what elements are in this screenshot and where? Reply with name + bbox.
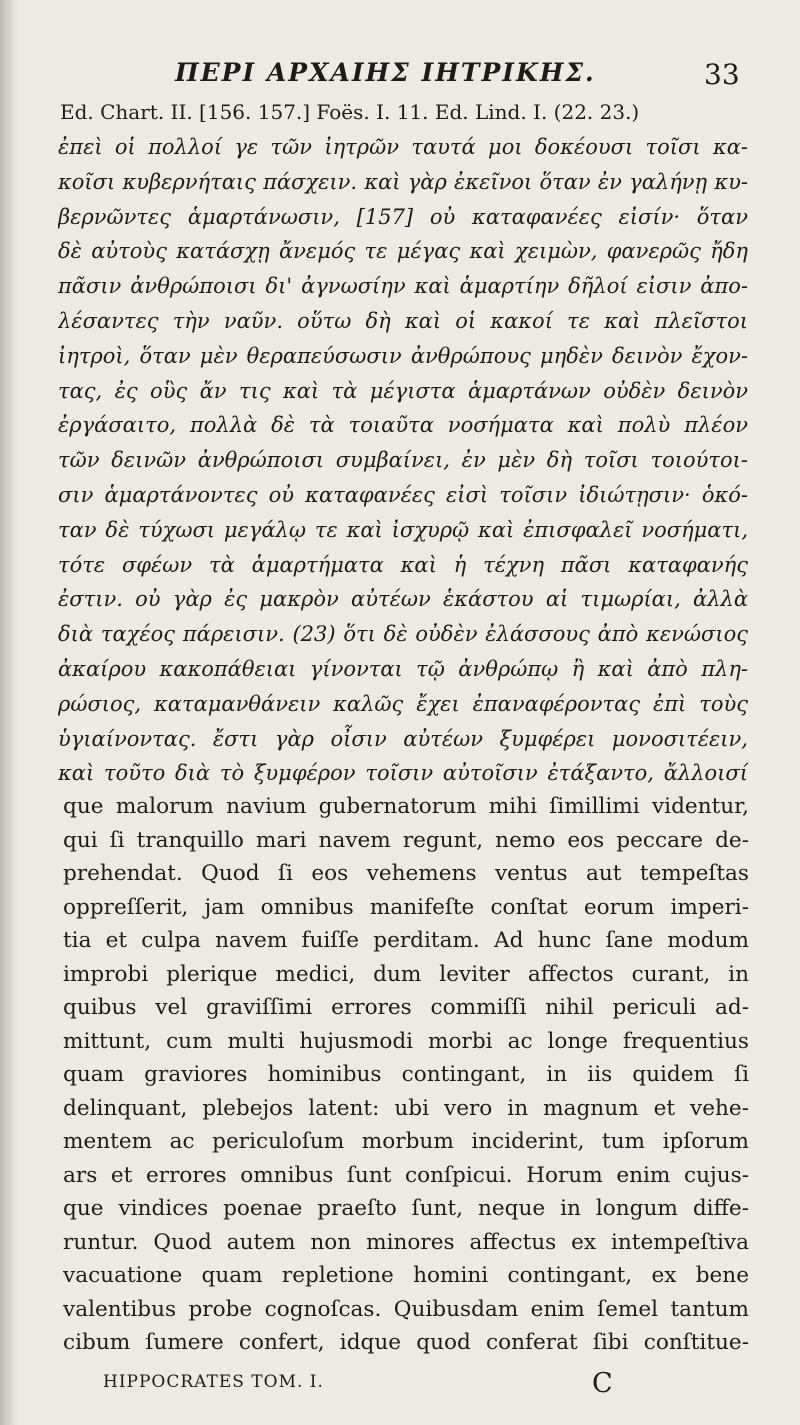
latin-text-line: prehendat. Quod ſi eos vehemens ventus aut tempeſtas bbox=[63, 861, 749, 886]
latin-text-line: tia et culpa navem fuiſſe perditam. Ad hunc ſane modum bbox=[63, 928, 749, 953]
page-edge-shadow bbox=[0, 0, 18, 1425]
latin-text-line: runtur. Quod autem non minores affectus ex intempeſtiva bbox=[63, 1229, 749, 1255]
latin-text-line: ars et errores omnibus ſunt conſpicui. Horum enim cujus- bbox=[63, 1162, 749, 1188]
latin-text-line: qui ſi tranquillo mari navem regunt, nemo eos peccare de- bbox=[63, 827, 749, 853]
running-head bbox=[0, 58, 800, 92]
greek-text-line: πᾶσιν ἀνθρώποισι δι' ἀγνωσίην καὶ ἁμαρτίην δῆλοί εἰσιν ἀπο- bbox=[58, 274, 748, 299]
greek-text-block bbox=[58, 130, 748, 791]
greek-text-line: σιν ἁμαρτάνοντες οὐ καταφανέες εἰσὶ τοῖσιν ἰδιώτῃσιν· ὁκό- bbox=[58, 482, 748, 507]
greek-text-line: ταν δὲ τύχωσι μεγάλῳ τε καὶ ἰσχυρῷ καὶ ἐπισφαλεῖ νοσήματι, bbox=[58, 517, 748, 542]
greek-text-line: κοῖσι κυβερνήταις πάσχειν. καὶ γὰρ ἐκεῖνοι ὅταν ἐν γαλήνῃ κυ- bbox=[58, 169, 748, 194]
running-title: ΠΕΡΙ ΑΡΧΑΙΗΣ ΙΗΤΡΙΚΗΣ. bbox=[175, 58, 596, 87]
page-footer bbox=[0, 1368, 800, 1402]
latin-text-line: valentibus probe cognoſcas. Quibusdam enim ſemel tantum bbox=[63, 1296, 749, 1322]
latin-text-line: mentem ac periculoſum morbum inciderint, tum ipſorum bbox=[63, 1129, 749, 1154]
latin-text-line: mittunt, cum multi hujusmodi morbi ac longe frequentius bbox=[63, 1028, 749, 1054]
latin-text-line: que vindices poenae praeſto ſunt, neque in longum diffe- bbox=[63, 1196, 749, 1221]
greek-text-line: τῶν δεινῶν ἀνθρώποισι συμβαίνει, ἐν μὲν δὴ τοῖσι τοιούτοι- bbox=[58, 448, 748, 473]
latin-text-block bbox=[63, 790, 749, 1360]
greek-text-line: τας, ἐς οὓς ἄν τις καὶ τὰ μέγιστα ἁμαρτάνων οὐδὲν δεινὸν bbox=[58, 378, 748, 403]
greek-text-line: ρώσιος, καταμανθάνειν καλῶς ἔχει ἐπαναφέροντας ἐπὶ τοὺς bbox=[58, 691, 748, 716]
greek-text-line: ἰητροὶ, ὅταν μὲν θεραπεύσωσιν ἀνθρώπους μηδὲν δεινὸν ἔχον- bbox=[58, 343, 748, 368]
gathering-mark: C bbox=[592, 1368, 613, 1399]
signature-line: HIPPOCRATES TOM. I. bbox=[103, 1372, 324, 1392]
latin-text-line: oppreſſerit, jam omnibus manifeſte conſtat eorum imperi- bbox=[63, 894, 749, 920]
greek-text-line: ἐργάσαιτο, πολλὰ δὲ τὰ τοιαῦτα νοσήματα καὶ πολὺ πλέον bbox=[58, 413, 748, 438]
greek-text-line: λέσαντες τὴν ναῦν. οὕτω δὴ καὶ οἱ κακοί τε καὶ πλεῖστοι bbox=[58, 308, 748, 333]
greek-text-line: διὰ ταχέος πάρεισιν. (23) ὅτι δὲ οὐδὲν ἐλάσσους ἀπὸ κενώσιος bbox=[58, 622, 748, 647]
latin-text-line: cibum ſumere confert, idque quod conferat ſibi conſtitue- bbox=[63, 1330, 749, 1355]
latin-text-line: delinquant, plebejos latent: ubi vero in magnum et vehe- bbox=[63, 1095, 749, 1121]
page-number: 33 bbox=[704, 58, 740, 91]
greek-text-line: ἀκαίρου κακοπάθειαι γίνονται τῷ ἀνθρώπῳ ἢ καὶ ἀπὸ πλη- bbox=[58, 656, 748, 681]
greek-text-line: δὲ αὐτοὺς κατάσχῃ ἄνεμός τε μέγας καὶ χειμὼν, φανερῶς ἤδη bbox=[58, 239, 748, 264]
latin-text-line: quibus vel graviſſimi errores commiſſi nihil periculi ad- bbox=[63, 995, 749, 1020]
latin-text-line: que malorum navium gubernatorum mihi ſimillimi videntur, bbox=[63, 794, 749, 819]
greek-text-line: καὶ τοῦτο διὰ τὸ ξυμφέρον τοῖσιν αὐτοῖσιν ἐτάξαντο, ἄλλοισί bbox=[58, 761, 748, 786]
greek-text-line: ὑγιαίνοντας. ἔστι γὰρ οἶσιν αὐτέων ξυμφέρει μονοσιτέειν, bbox=[58, 726, 748, 751]
greek-text-line: τότε σφέων τὰ ἁμαρτήματα καὶ ἡ τέχνη πᾶσι καταφανής bbox=[58, 552, 748, 577]
greek-text-line: βερνῶντες ἁμαρτάνωσιν, [157] οὐ καταφανέες εἰσίν· ὅταν bbox=[58, 204, 748, 229]
latin-text-line: quam graviores hominibus contingant, in iis quidem ſi bbox=[63, 1062, 749, 1087]
greek-text-line: ἐστιν. οὐ γὰρ ἐς μακρὸν αὐτέων ἑκάστου αἱ τιμωρίαι, ἀλλὰ bbox=[58, 587, 748, 612]
greek-text-line: ἐπεὶ οἱ πολλοί γε τῶν ἰητρῶν ταυτά μοι δοκέουσι τοῖσι κα- bbox=[58, 135, 748, 159]
latin-text-line: improbi plerique medici, dum leviter affectos curant, in bbox=[63, 961, 749, 987]
edition-references: Ed. Chart. II. [156. 157.] Foës. I. 11. Ed. Lind. I. (22. 23.) bbox=[60, 100, 640, 124]
latin-text-line: vacuatione quam repletione homini contingant, ex bene bbox=[63, 1263, 749, 1288]
